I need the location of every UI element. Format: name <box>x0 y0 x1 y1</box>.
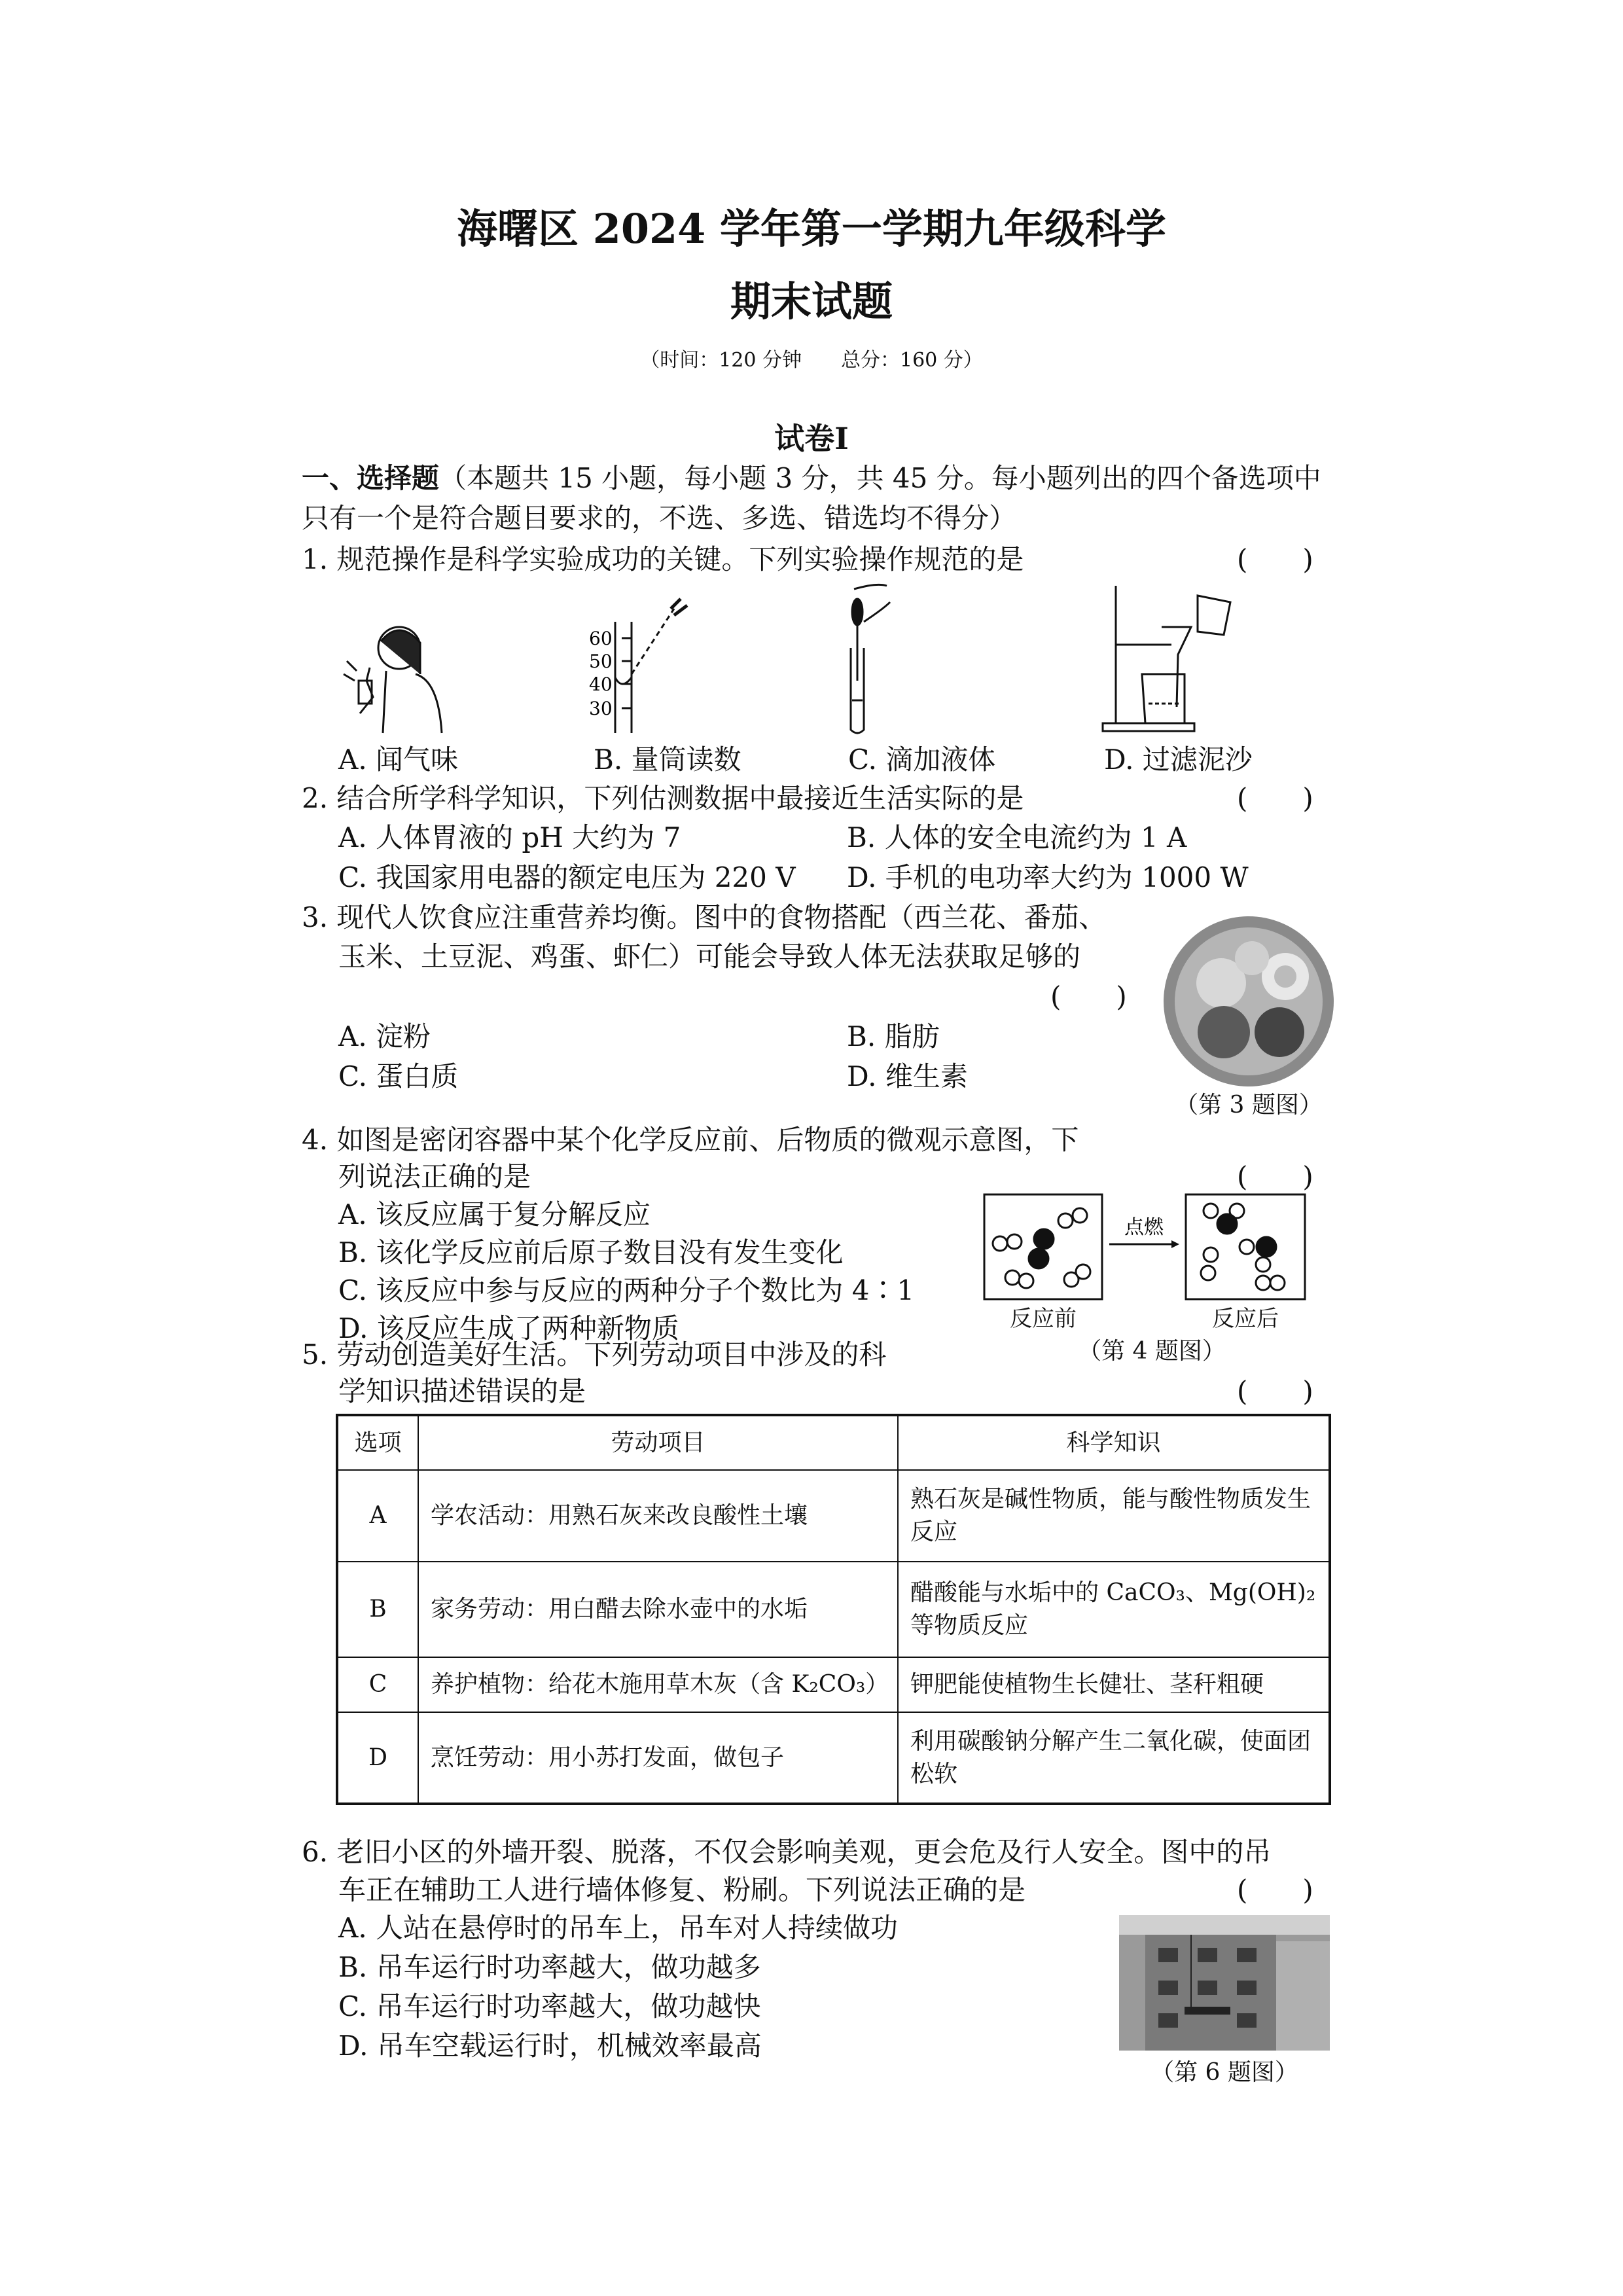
q4-reaction-diagram <box>975 1191 1342 1309</box>
q3-option-b[interactable]: B. 脂肪 <box>847 1020 940 1052</box>
tick-30: 30 <box>589 698 613 719</box>
q3-stem-1: 3. 现代人饮食应注重营养均衡。图中的食物搭配（西兰花、番茄、 <box>302 901 1107 933</box>
row-labor: 养护植物：给花木施用草木灰（含 K₂CO₃） <box>418 1657 898 1712</box>
row-labor: 家务劳动：用白醋去除水壶中的水垢 <box>418 1562 898 1657</box>
row-knowledge: 利用碳酸钠分解产生二氧化碳，使面团松软 <box>898 1712 1330 1804</box>
q1-option-a[interactable]: A. 闻气味 <box>338 744 459 776</box>
exam-title: 海曙区 2024 学年第一学期九年级科学 <box>457 205 1166 253</box>
q6-option-a[interactable]: A. 人站在悬停时的吊车上，吊车对人持续做功 <box>338 1912 899 1944</box>
q4-option-d[interactable]: D. 该反应生成了两种新物质 <box>338 1312 679 1344</box>
q1-figures <box>308 583 1329 740</box>
q4-option-b[interactable]: B. 该化学反应前后原子数目没有发生变化 <box>338 1236 844 1268</box>
q5-stem-2: 学知识描述错误的是 <box>338 1375 586 1407</box>
figure-dropper-icon <box>851 584 890 733</box>
row-key: D <box>337 1712 418 1804</box>
q3-food-photo <box>1162 915 1335 1088</box>
q6-option-b[interactable]: B. 吊车运行时功率越大，做功越多 <box>338 1951 761 1983</box>
after-label: 反应后 <box>1212 1306 1279 1332</box>
row-knowledge: 钾肥能使植物生长健壮、茎秆粗硬 <box>898 1657 1330 1712</box>
q4-answer-blank[interactable]: ( ) <box>1237 1160 1313 1193</box>
q3-option-a[interactable]: A. 淀粉 <box>338 1020 431 1052</box>
q1-option-c[interactable]: C. 滴加液体 <box>848 744 996 776</box>
row-key: B <box>337 1562 418 1657</box>
q1-stem: 1. 规范操作是科学实验成功的关键。下列实验操作规范的是 <box>302 543 1024 575</box>
tick-40: 40 <box>589 673 613 695</box>
section-header <box>302 459 1321 498</box>
q6-stem-2: 车正在辅助工人进行墙体修复、粉刷。下列说法正确的是 <box>338 1874 1026 1906</box>
exam-subtitle: 期末试题 <box>730 278 893 325</box>
row-labor: 烹饪劳动：用小苏打发面，做包子 <box>418 1712 898 1804</box>
table-header-row <box>337 1415 1330 1470</box>
q3-caption: （第 3 题图） <box>1175 1092 1323 1119</box>
q6-stem-1: 6. 老旧小区的外墙开裂、脱落，不仅会影响美观，更会危及行人安全。图中的吊 <box>302 1836 1272 1868</box>
tick-60: 60 <box>589 628 613 649</box>
table-row <box>337 1712 1330 1804</box>
figure-smell-icon <box>344 627 442 733</box>
q5-table <box>336 1414 1331 1805</box>
q4-caption: （第 4 题图） <box>1078 1338 1226 1365</box>
header-knowledge: 科学知识 <box>898 1415 1330 1470</box>
q2-stem: 2. 结合所学科学知识，下列估测数据中最接近生活实际的是 <box>302 782 1024 814</box>
row-knowledge: 熟石灰是碱性物质，能与酸性物质发生反应 <box>898 1470 1330 1562</box>
table-row <box>337 1657 1330 1712</box>
q3-stem-2: 玉米、土豆泥、鸡蛋、虾仁）可能会导致人体无法获取足够的 <box>338 941 1081 973</box>
header-labor: 劳动项目 <box>418 1415 898 1470</box>
q6-answer-blank[interactable]: ( ) <box>1237 1874 1313 1906</box>
row-labor: 学农活动：用熟石灰来改良酸性土壤 <box>418 1470 898 1562</box>
q6-caption: （第 6 题图） <box>1150 2059 1298 2086</box>
q6-option-d[interactable]: D. 吊车空载运行时，机械效率最高 <box>338 2030 762 2062</box>
q4-stem-1: 4. 如图是密闭容器中某个化学反应前、后物质的微观示意图，下 <box>302 1124 1079 1156</box>
q4-stem-2: 列说法正确的是 <box>338 1160 531 1193</box>
q2-option-c[interactable]: C. 我国家用电器的额定电压为 220 V <box>338 861 796 893</box>
section-desc-2: 只有一个是符合题目要求的，不选、多选、错选均不得分） <box>302 502 1017 534</box>
table-row <box>337 1470 1330 1562</box>
q2-option-b[interactable]: B. 人体的安全电流约为 1 A <box>847 821 1187 853</box>
header-option: 选项 <box>337 1415 418 1470</box>
q5-answer-blank[interactable]: ( ) <box>1237 1375 1313 1407</box>
q6-crane-photo <box>1119 1915 1330 2051</box>
q2-answer-blank[interactable]: ( ) <box>1237 782 1313 814</box>
exam-meta: （时间：120 分钟 总分：160 分） <box>640 349 983 372</box>
q3-option-c[interactable]: C. 蛋白质 <box>338 1060 459 1092</box>
q3-answer-blank[interactable]: ( ) <box>1050 980 1127 1013</box>
section-desc: （本题共 15 小题，每小题 3 分，共 45 分。每小题列出的四个备选项中 <box>439 462 1321 494</box>
row-key: A <box>337 1470 418 1562</box>
arrow-label: 点燃 <box>1124 1216 1164 1239</box>
q2-option-d[interactable]: D. 手机的电功率大约为 1000 W <box>847 861 1249 893</box>
section-title: 一、选择题 <box>302 462 440 494</box>
q1-option-d[interactable]: D. 过滤泥沙 <box>1104 744 1253 776</box>
before-label: 反应前 <box>1010 1306 1077 1332</box>
q5-stem-1: 5. 劳动创造美好生活。下列劳动项目中涉及的科 <box>302 1338 887 1371</box>
row-key: C <box>337 1657 418 1712</box>
figure-filter-icon <box>1103 586 1230 731</box>
q1-answer-blank[interactable]: ( ) <box>1237 543 1313 575</box>
q3-option-d[interactable]: D. 维生素 <box>847 1060 968 1092</box>
q4-option-a[interactable]: A. 该反应属于复分解反应 <box>338 1198 651 1230</box>
q1-option-b[interactable]: B. 量筒读数 <box>594 744 741 776</box>
q4-option-c[interactable]: C. 该反应中参与反应的两种分子个数比为 4∶1 <box>338 1274 915 1306</box>
paper-label: 试卷Ⅰ <box>774 421 849 456</box>
row-knowledge: 醋酸能与水垢中的 CaCO₃、Mg(OH)₂ 等物质反应 <box>898 1562 1330 1657</box>
q2-option-a[interactable]: A. 人体胃液的 pH 大约为 7 <box>338 821 681 853</box>
figure-cylinder-icon <box>615 599 687 733</box>
q6-option-c[interactable]: C. 吊车运行时功率越大，做功越快 <box>338 1990 761 2022</box>
table-row <box>337 1562 1330 1657</box>
tick-50: 50 <box>589 651 613 672</box>
